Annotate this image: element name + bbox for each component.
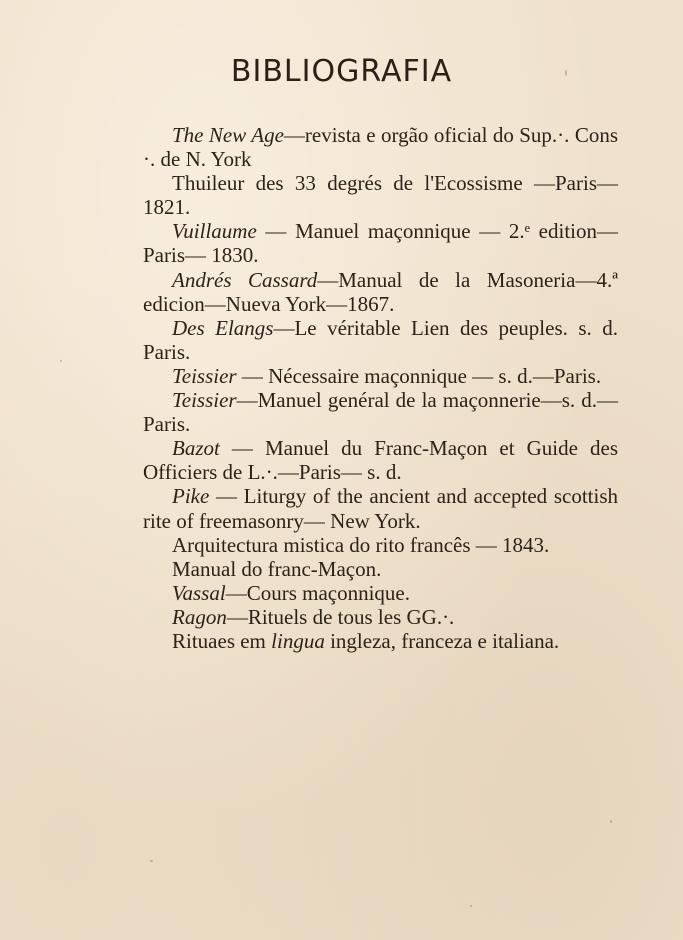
bibliography-entry <box>143 171 618 219</box>
entry-author: Ragon <box>172 604 227 629</box>
entry-text: Manual do franc-Maçon. <box>172 556 382 581</box>
bibliography-entry <box>143 581 618 605</box>
entry-text: Manual de la Masoneria—4.ª edicion—Nueva York—1867. <box>143 267 618 316</box>
bibliography-entry <box>143 388 618 436</box>
entry-italic-word: lingua <box>271 628 325 653</box>
entry-text: Rituaes em <box>172 628 272 653</box>
bibliography-entry <box>143 268 618 316</box>
entry-separator: — <box>283 123 305 147</box>
bibliography-entry <box>143 436 618 484</box>
entry-text: Le véritable Lien des peuples. s. d. Paris. <box>143 315 619 364</box>
bibliography-entry <box>143 557 618 581</box>
entry-text: Nécessaire maçonnique — s. d.—Paris. <box>268 363 602 388</box>
entry-text: Cours maçonnique. <box>246 580 410 605</box>
bibliography-entry <box>143 629 618 653</box>
entry-text: Thuileur des 33 degrés de l'Ecossisme —Paris—1821. <box>143 171 618 220</box>
entry-author: Des Elangs <box>172 315 274 340</box>
bibliography-entry <box>143 219 618 267</box>
entry-separator: — <box>219 436 265 461</box>
entry-text: Arquitectura mistica do rito francês — 1843. <box>172 532 550 557</box>
entry-separator: — <box>209 484 244 509</box>
bibliography-entry <box>143 316 618 364</box>
entry-author: Vassal <box>172 580 226 605</box>
bibliography-entry <box>143 123 618 171</box>
entry-author: Pike <box>172 484 210 509</box>
entry-author: Bazot <box>172 436 220 461</box>
entry-separator: — <box>225 580 247 605</box>
bibliography-entry <box>143 484 618 532</box>
entry-tail: ingleza, franceza e italiana. <box>324 628 560 653</box>
entry-separator: — <box>236 363 269 388</box>
entry-separator: — <box>273 315 295 340</box>
entry-author: Teissier <box>172 363 237 388</box>
entry-author: The New Age <box>172 123 284 147</box>
bibliography-list <box>143 123 618 653</box>
entry-separator: — <box>256 219 296 244</box>
bibliography-entry <box>143 533 618 557</box>
entry-text: Manuel du Franc-Maçon et Guide des Officiers de L.·.—Paris— s. d. <box>143 436 618 485</box>
entry-separator: — <box>236 388 258 413</box>
entry-separator: — <box>317 267 339 292</box>
entry-author: Andrés Cassard <box>172 267 318 292</box>
entry-author: Vuillaume <box>172 219 257 244</box>
entry-author: Teissier <box>172 388 237 413</box>
entry-text: Manuel genéral de la maçonnerie—s. d.—Paris. <box>143 388 618 437</box>
entry-text: Rituels de tous les GG.·. <box>247 604 455 629</box>
page-heading: BIBLIOGRAFIA <box>230 54 453 89</box>
entry-text: revista e orgão oficial do Sup.·. Cons ·. de N. York <box>143 123 618 172</box>
entry-separator: — <box>226 604 248 629</box>
entry-text: Manuel maçonnique — 2.ᵉ edition—Paris— 1830. <box>143 219 618 268</box>
bibliography-entry <box>143 364 618 388</box>
entry-text: Liturgy of the ancient and accepted scottish rite of freemasonry— New York. <box>143 484 618 533</box>
bibliography-entry <box>143 605 618 629</box>
